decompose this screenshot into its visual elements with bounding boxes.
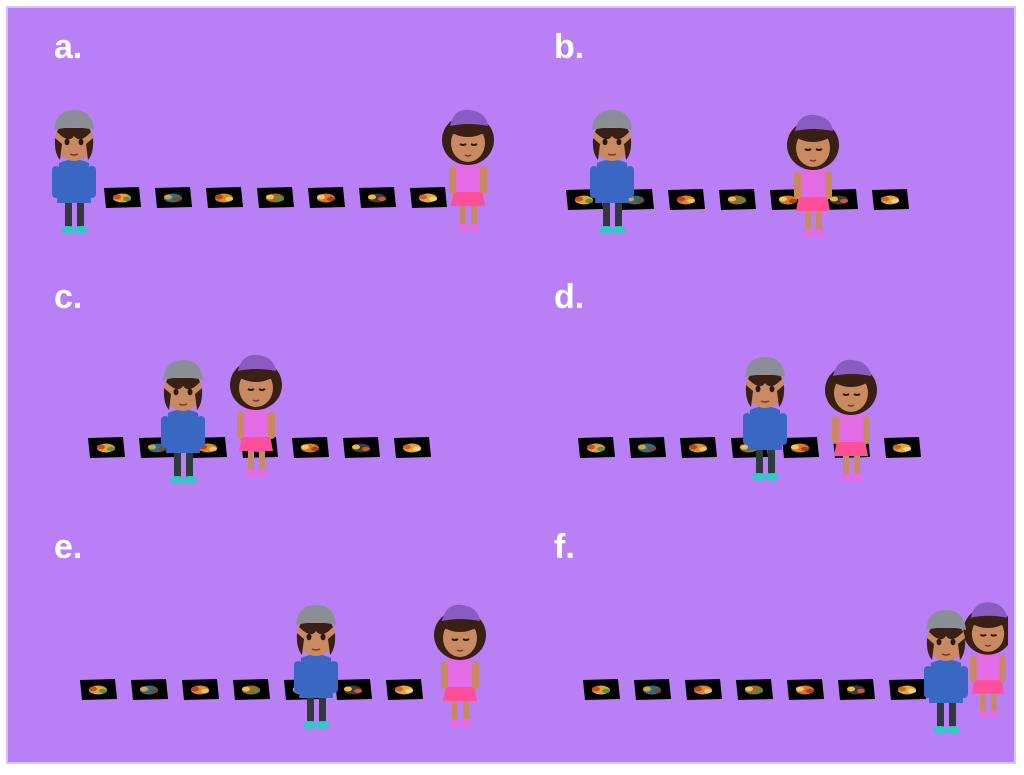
food-icon	[403, 444, 421, 453]
food-card	[343, 437, 380, 458]
food-icon	[796, 686, 814, 695]
food-card	[410, 187, 447, 208]
food-card	[359, 187, 396, 208]
girl-character	[963, 602, 1008, 718]
panel-label-e: e.	[54, 528, 83, 566]
food-card	[634, 679, 671, 700]
food-icon	[898, 686, 916, 695]
food-icon	[419, 194, 437, 203]
boy-character	[161, 360, 205, 484]
food-card	[155, 187, 192, 208]
scene-a	[8, 8, 508, 258]
food-card	[257, 187, 294, 208]
food-icon	[587, 444, 605, 453]
food-card	[736, 679, 773, 700]
food-card	[719, 189, 756, 210]
food-icon	[352, 444, 370, 453]
food-card	[889, 679, 926, 700]
panel-label-b: b.	[554, 28, 585, 66]
food-icon	[575, 196, 593, 205]
food-icon	[266, 194, 284, 203]
panel-label-a: a.	[54, 28, 83, 66]
food-icon	[830, 196, 848, 205]
food-card	[88, 437, 125, 458]
panel-f	[508, 508, 1008, 758]
food-icon	[113, 194, 131, 203]
food-card	[838, 679, 875, 700]
food-icon	[89, 686, 107, 695]
girl-character	[442, 110, 494, 232]
girl-character	[787, 115, 839, 237]
food-card	[233, 679, 270, 700]
panel-label-c: c.	[54, 278, 83, 316]
food-icon	[242, 686, 260, 695]
food-card	[182, 679, 219, 700]
food-icon	[592, 686, 610, 695]
food-card	[787, 679, 824, 700]
panel-a	[8, 8, 508, 258]
panel-label-f: f.	[554, 528, 575, 566]
food-icon	[728, 196, 746, 205]
girl-character	[825, 360, 877, 482]
food-card	[292, 437, 329, 458]
girl-character	[434, 605, 486, 727]
panel-d	[508, 258, 1008, 508]
food-card	[335, 679, 372, 700]
food-card	[685, 679, 722, 700]
boy-character	[590, 110, 634, 234]
scene-b	[508, 8, 1008, 258]
food-icon	[677, 196, 695, 205]
food-card	[578, 437, 615, 458]
food-icon	[643, 686, 661, 695]
figure-frame	[6, 6, 1016, 764]
scene-f	[508, 508, 1008, 758]
food-icon	[881, 196, 899, 205]
boy-character	[924, 610, 968, 734]
panel-e	[8, 508, 508, 758]
boy-character	[52, 110, 96, 234]
panel-b	[508, 8, 1008, 258]
food-card	[668, 189, 705, 210]
food-icon	[893, 444, 911, 453]
food-icon	[301, 444, 319, 453]
scene-c	[8, 258, 508, 508]
scene-e	[8, 508, 508, 758]
food-icon	[791, 444, 809, 453]
food-card	[206, 187, 243, 208]
food-icon	[97, 444, 115, 453]
food-card	[680, 437, 717, 458]
food-icon	[694, 686, 712, 695]
food-icon	[164, 194, 182, 203]
food-icon	[191, 686, 209, 695]
food-icon	[847, 686, 865, 695]
food-icon	[140, 686, 158, 695]
food-card	[131, 679, 168, 700]
boy-character	[294, 605, 338, 729]
food-card	[782, 437, 819, 458]
food-icon	[395, 686, 413, 695]
food-card	[884, 437, 921, 458]
food-icon	[745, 686, 763, 695]
food-icon	[368, 194, 386, 203]
panel-c	[8, 258, 508, 508]
food-card	[394, 437, 431, 458]
food-card	[872, 189, 909, 210]
food-card	[386, 679, 423, 700]
food-card	[308, 187, 345, 208]
boy-character	[743, 357, 787, 481]
food-icon	[317, 194, 335, 203]
food-card	[80, 679, 117, 700]
food-icon	[689, 444, 707, 453]
girl-character	[230, 355, 282, 477]
food-icon	[344, 686, 362, 695]
food-icon	[215, 194, 233, 203]
food-icon	[638, 444, 656, 453]
scene-d	[508, 258, 1008, 508]
food-card	[583, 679, 620, 700]
food-card	[629, 437, 666, 458]
panel-label-d: d.	[554, 278, 585, 316]
food-card	[104, 187, 141, 208]
